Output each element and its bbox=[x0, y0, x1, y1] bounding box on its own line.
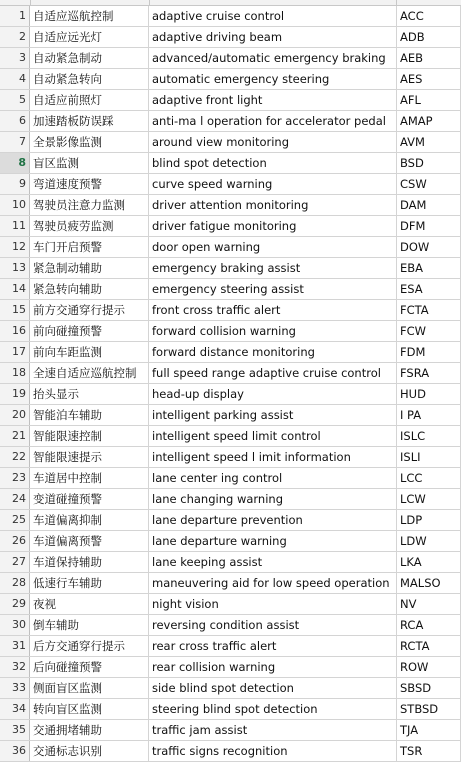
table-row bbox=[0, 132, 461, 153]
table-row bbox=[0, 342, 461, 363]
abbreviation-cell[interactable]: BSD bbox=[397, 153, 461, 173]
abbreviation-cell[interactable]: ROW bbox=[397, 657, 461, 677]
abbreviation-cell[interactable]: DAM bbox=[397, 195, 461, 215]
chinese-term-cell[interactable]: 夜视 bbox=[30, 594, 149, 614]
abbreviation-cell[interactable]: STBSD bbox=[397, 699, 461, 719]
table-row bbox=[0, 657, 461, 678]
table-body bbox=[0, 6, 461, 762]
english-term-cell[interactable]: forward collision warning bbox=[149, 321, 397, 341]
row-number-header[interactable]: 11 bbox=[0, 216, 30, 236]
table-row bbox=[0, 384, 461, 405]
abbreviation-cell[interactable]: NV bbox=[397, 594, 461, 614]
english-term-cell[interactable]: anti-ma l operation for accelerator pedal bbox=[149, 111, 397, 131]
table-row bbox=[0, 90, 461, 111]
table-row bbox=[0, 510, 461, 531]
abbreviation-cell[interactable]: DFM bbox=[397, 216, 461, 236]
row-number-header[interactable]: 6 bbox=[0, 111, 30, 131]
abbreviation-cell[interactable]: AFL bbox=[397, 90, 461, 110]
abbreviation-cell[interactable]: I PA bbox=[397, 405, 461, 425]
english-term-cell[interactable]: automatic emergency steering bbox=[149, 69, 397, 89]
row-number-header[interactable]: 30 bbox=[0, 615, 30, 635]
table-row bbox=[0, 573, 461, 594]
abbreviation-cell[interactable]: ADB bbox=[397, 27, 461, 47]
row-number-header[interactable]: 15 bbox=[0, 300, 30, 320]
abbreviation-cell[interactable]: LDP bbox=[397, 510, 461, 530]
table-row bbox=[0, 405, 461, 426]
chinese-term-cell[interactable]: 驾驶员疲劳监测 bbox=[30, 216, 149, 236]
table-row bbox=[0, 468, 461, 489]
table-row bbox=[0, 258, 461, 279]
english-term-cell[interactable]: head-up display bbox=[149, 384, 397, 404]
table-row bbox=[0, 636, 461, 657]
chinese-term-cell[interactable]: 前向碰撞预警 bbox=[30, 321, 149, 341]
abbreviation-cell[interactable]: ISLC bbox=[397, 426, 461, 446]
english-term-cell[interactable]: rear collision warning bbox=[149, 657, 397, 677]
english-term-cell[interactable]: around view monitoring bbox=[149, 132, 397, 152]
row-number-header[interactable]: 24 bbox=[0, 489, 30, 509]
abbreviation-cell[interactable]: ISLI bbox=[397, 447, 461, 467]
english-term-cell[interactable]: rear cross traffic alert bbox=[149, 636, 397, 656]
table-row bbox=[0, 300, 461, 321]
english-term-cell[interactable]: full speed range adaptive cruise control bbox=[149, 363, 397, 383]
row-number-header[interactable]: 3 bbox=[0, 48, 30, 68]
table-row bbox=[0, 27, 461, 48]
row-number-header[interactable]: 28 bbox=[0, 573, 30, 593]
abbreviation-cell[interactable]: ACC bbox=[397, 6, 461, 26]
english-term-cell[interactable]: front cross traffic alert bbox=[149, 300, 397, 320]
english-term-cell[interactable]: intelligent speed limit control bbox=[149, 426, 397, 446]
chinese-term-cell[interactable]: 自动紧急制动 bbox=[30, 48, 149, 68]
abbreviation-cell[interactable]: HUD bbox=[397, 384, 461, 404]
chinese-term-cell[interactable]: 后方交通穿行提示 bbox=[30, 636, 149, 656]
row-number-header[interactable]: 5 bbox=[0, 90, 30, 110]
table-row bbox=[0, 426, 461, 447]
english-term-cell[interactable]: adaptive driving beam bbox=[149, 27, 397, 47]
table-row bbox=[0, 69, 461, 90]
chinese-term-cell[interactable]: 侧面盲区监测 bbox=[30, 678, 149, 698]
chinese-term-cell[interactable]: 智能限速控制 bbox=[30, 426, 149, 446]
table-row bbox=[0, 6, 461, 27]
chinese-term-cell[interactable]: 交通拥堵辅助 bbox=[30, 720, 149, 740]
row-number-header[interactable]: 20 bbox=[0, 405, 30, 425]
table-row bbox=[0, 741, 461, 762]
abbreviation-cell[interactable]: EBA bbox=[397, 258, 461, 278]
abbreviation-cell[interactable]: FCW bbox=[397, 321, 461, 341]
english-term-cell[interactable]: adaptive cruise control bbox=[149, 6, 397, 26]
table-row bbox=[0, 531, 461, 552]
abbreviation-cell[interactable]: AVM bbox=[397, 132, 461, 152]
chinese-term-cell[interactable]: 紧急转向辅助 bbox=[30, 279, 149, 299]
corner-cell[interactable] bbox=[0, 0, 31, 5]
chinese-term-cell[interactable]: 抬头显示 bbox=[30, 384, 149, 404]
chinese-term-cell[interactable]: 前方交通穿行提示 bbox=[30, 300, 149, 320]
english-term-cell[interactable]: driver attention monitoring bbox=[149, 195, 397, 215]
english-term-cell[interactable]: intelligent speed l imit information bbox=[149, 447, 397, 467]
table-row bbox=[0, 321, 461, 342]
english-term-cell[interactable]: door open warning bbox=[149, 237, 397, 257]
row-number-header[interactable]: 10 bbox=[0, 195, 30, 215]
chinese-term-cell[interactable]: 后向碰撞预警 bbox=[30, 657, 149, 677]
chinese-term-cell[interactable]: 转向盲区监测 bbox=[30, 699, 149, 719]
row-number-header[interactable]: 16 bbox=[0, 321, 30, 341]
abbreviation-cell[interactable]: LKA bbox=[397, 552, 461, 572]
english-term-cell[interactable]: emergency steering assist bbox=[149, 279, 397, 299]
english-term-cell[interactable]: traffic jam assist bbox=[149, 720, 397, 740]
chinese-term-cell[interactable]: 车道居中控制 bbox=[30, 468, 149, 488]
table-row bbox=[0, 363, 461, 384]
chinese-term-cell[interactable]: 自适应前照灯 bbox=[30, 90, 149, 110]
abbreviation-cell[interactable]: RCA bbox=[397, 615, 461, 635]
abbreviation-cell[interactable]: AMAP bbox=[397, 111, 461, 131]
abbreviation-cell[interactable]: TJA bbox=[397, 720, 461, 740]
chinese-term-cell[interactable]: 倒车辅助 bbox=[30, 615, 149, 635]
row-number-header[interactable]: 19 bbox=[0, 384, 30, 404]
chinese-term-cell[interactable]: 车道偏离抑制 bbox=[30, 510, 149, 530]
column-header-b[interactable] bbox=[31, 0, 150, 5]
abbreviation-cell[interactable]: DOW bbox=[397, 237, 461, 257]
chinese-term-cell[interactable]: 前向车距监测 bbox=[30, 342, 149, 362]
english-term-cell[interactable]: lane departure prevention bbox=[149, 510, 397, 530]
chinese-term-cell[interactable]: 驾驶员注意力监测 bbox=[30, 195, 149, 215]
chinese-term-cell[interactable]: 智能泊车辅助 bbox=[30, 405, 149, 425]
chinese-term-cell[interactable]: 车道偏离预警 bbox=[30, 531, 149, 551]
abbreviation-cell[interactable]: RCTA bbox=[397, 636, 461, 656]
chinese-term-cell[interactable]: 低速行车辅助 bbox=[30, 573, 149, 593]
row-number-header[interactable]: 33 bbox=[0, 678, 30, 698]
english-term-cell[interactable]: traffic signs recognition bbox=[149, 741, 397, 761]
abbreviation-cell[interactable]: AES bbox=[397, 69, 461, 89]
row-number-header[interactable]: 9 bbox=[0, 174, 30, 194]
row-number-header[interactable]: 8 bbox=[0, 153, 30, 173]
row-number-header[interactable]: 13 bbox=[0, 258, 30, 278]
english-term-cell[interactable]: lane center ing control bbox=[149, 468, 397, 488]
chinese-term-cell[interactable]: 紧急制动辅助 bbox=[30, 258, 149, 278]
chinese-term-cell[interactable]: 变道碰撞预警 bbox=[30, 489, 149, 509]
english-term-cell[interactable]: night vision bbox=[149, 594, 397, 614]
english-term-cell[interactable]: blind spot detection bbox=[149, 153, 397, 173]
abbreviation-cell[interactable]: LDW bbox=[397, 531, 461, 551]
row-number-header[interactable]: 21 bbox=[0, 426, 30, 446]
table-row bbox=[0, 174, 461, 195]
row-number-header[interactable]: 32 bbox=[0, 657, 30, 677]
table-row bbox=[0, 216, 461, 237]
abbreviation-cell[interactable]: FDM bbox=[397, 342, 461, 362]
chinese-term-cell[interactable]: 盲区监测 bbox=[30, 153, 149, 173]
english-term-cell[interactable]: emergency braking assist bbox=[149, 258, 397, 278]
column-header-d[interactable] bbox=[397, 0, 461, 5]
abbreviation-cell[interactable]: FCTA bbox=[397, 300, 461, 320]
english-term-cell[interactable]: lane departure warning bbox=[149, 531, 397, 551]
row-number-header[interactable]: 14 bbox=[0, 279, 30, 299]
row-number-header[interactable]: 27 bbox=[0, 552, 30, 572]
table-row bbox=[0, 279, 461, 300]
abbreviation-cell[interactable]: ESA bbox=[397, 279, 461, 299]
abbreviation-cell[interactable]: FSRA bbox=[397, 363, 461, 383]
english-term-cell[interactable]: steering blind spot detection bbox=[149, 699, 397, 719]
english-term-cell[interactable]: maneuvering aid for low speed operation bbox=[149, 573, 397, 593]
english-term-cell[interactable]: lane keeping assist bbox=[149, 552, 397, 572]
table-row bbox=[0, 552, 461, 573]
english-term-cell[interactable]: curve speed warning bbox=[149, 174, 397, 194]
english-term-cell[interactable]: driver fatigue monitoring bbox=[149, 216, 397, 236]
chinese-term-cell[interactable]: 全速自适应巡航控制 bbox=[30, 363, 149, 383]
row-number-header[interactable]: 12 bbox=[0, 237, 30, 257]
table-row bbox=[0, 447, 461, 468]
row-number-header[interactable]: 35 bbox=[0, 720, 30, 740]
row-number-header[interactable]: 29 bbox=[0, 594, 30, 614]
row-number-header[interactable]: 25 bbox=[0, 510, 30, 530]
english-term-cell[interactable]: advanced/automatic emergency braking bbox=[149, 48, 397, 68]
chinese-term-cell[interactable]: 自动紧急转向 bbox=[30, 69, 149, 89]
english-term-cell[interactable]: adaptive front light bbox=[149, 90, 397, 110]
row-number-header[interactable]: 18 bbox=[0, 363, 30, 383]
abbreviation-cell[interactable]: LCC bbox=[397, 468, 461, 488]
abbreviation-cell[interactable]: CSW bbox=[397, 174, 461, 194]
table-row bbox=[0, 489, 461, 510]
row-number-header[interactable]: 34 bbox=[0, 699, 30, 719]
table-row bbox=[0, 678, 461, 699]
chinese-term-cell[interactable]: 全景影像监测 bbox=[30, 132, 149, 152]
table-row bbox=[0, 720, 461, 741]
english-term-cell[interactable]: side blind spot detection bbox=[149, 678, 397, 698]
table-row bbox=[0, 195, 461, 216]
row-number-header[interactable]: 36 bbox=[0, 741, 30, 761]
english-term-cell[interactable]: forward distance monitoring bbox=[149, 342, 397, 362]
abbreviation-cell[interactable]: AEB bbox=[397, 48, 461, 68]
chinese-term-cell[interactable]: 智能限速提示 bbox=[30, 447, 149, 467]
abbreviation-cell[interactable]: MALSO bbox=[397, 573, 461, 593]
table-row bbox=[0, 237, 461, 258]
abbreviation-cell[interactable]: TSR bbox=[397, 741, 461, 761]
table-row bbox=[0, 615, 461, 636]
row-number-header[interactable]: 7 bbox=[0, 132, 30, 152]
table-row bbox=[0, 48, 461, 69]
chinese-term-cell[interactable]: 加速踏板防误踩 bbox=[30, 111, 149, 131]
chinese-term-cell[interactable]: 交通标志识别 bbox=[30, 741, 149, 761]
english-term-cell[interactable]: reversing condition assist bbox=[149, 615, 397, 635]
row-number-header[interactable]: 1 bbox=[0, 6, 30, 26]
column-header-c[interactable] bbox=[150, 0, 397, 5]
english-term-cell[interactable]: lane changing warning bbox=[149, 489, 397, 509]
row-number-header[interactable]: 23 bbox=[0, 468, 30, 488]
table-row bbox=[0, 111, 461, 132]
english-term-cell[interactable]: intelligent parking assist bbox=[149, 405, 397, 425]
row-number-header[interactable]: 22 bbox=[0, 447, 30, 467]
row-number-header[interactable]: 17 bbox=[0, 342, 30, 362]
table-row bbox=[0, 594, 461, 615]
abbreviation-cell[interactable]: SBSD bbox=[397, 678, 461, 698]
table-row bbox=[0, 699, 461, 720]
row-number-header[interactable]: 4 bbox=[0, 69, 30, 89]
row-number-header[interactable]: 26 bbox=[0, 531, 30, 551]
chinese-term-cell[interactable]: 弯道速度预警 bbox=[30, 174, 149, 194]
chinese-term-cell[interactable]: 车门开启预警 bbox=[30, 237, 149, 257]
chinese-term-cell[interactable]: 自适应远光灯 bbox=[30, 27, 149, 47]
abbreviation-cell[interactable]: LCW bbox=[397, 489, 461, 509]
chinese-term-cell[interactable]: 车道保持辅助 bbox=[30, 552, 149, 572]
chinese-term-cell[interactable]: 自适应巡航控制 bbox=[30, 6, 149, 26]
row-number-header[interactable]: 2 bbox=[0, 27, 30, 47]
row-number-header[interactable]: 31 bbox=[0, 636, 30, 656]
table-row bbox=[0, 153, 461, 174]
